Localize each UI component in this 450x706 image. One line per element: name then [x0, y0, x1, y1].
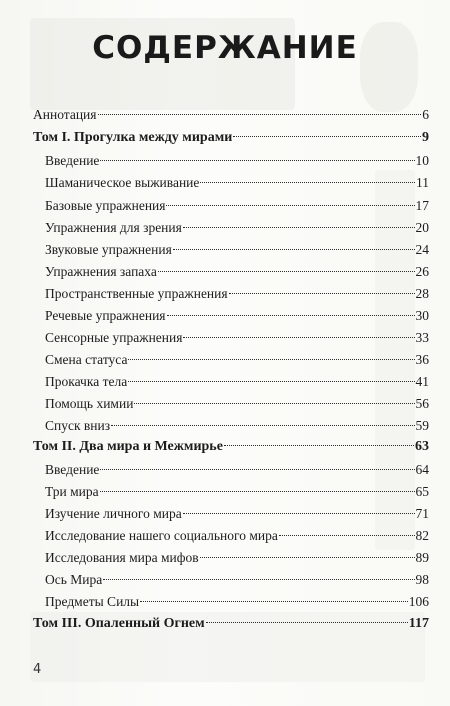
toc-entry[interactable] [33, 105, 429, 125]
toc-entry-label: Смена статуса [45, 352, 128, 367]
toc-entry-label: Речевые упражнения [45, 308, 166, 323]
toc-entry-label: Сенсорные упражнения [45, 330, 183, 345]
toc-entry-page: 28 [415, 286, 429, 301]
toc-entry[interactable] [45, 570, 429, 590]
toc-entry[interactable] [45, 416, 429, 436]
dot-leader [111, 425, 414, 426]
page-number: 4 [33, 662, 42, 677]
dot-leader [183, 513, 415, 514]
toc-entry[interactable] [45, 548, 429, 568]
toc-entry-label: Звуковые упражнения [45, 242, 172, 257]
dot-leader [167, 315, 415, 316]
toc-entry-page: 65 [415, 484, 429, 499]
dot-leader [128, 381, 414, 382]
toc-entry[interactable] [45, 350, 429, 370]
toc-entry-page: 9 [422, 130, 429, 145]
toc-entry-page: 71 [415, 506, 429, 521]
dot-leader [183, 227, 415, 228]
toc-entry-label: Базовые упражнения [45, 198, 166, 213]
toc-entry[interactable] [45, 240, 429, 260]
toc-entry-page: 24 [415, 242, 429, 257]
toc-entry[interactable] [45, 328, 429, 348]
toc-entry-label: Предметы Силы [45, 594, 140, 609]
toc-entry[interactable] [45, 262, 429, 282]
toc-entry[interactable] [45, 460, 429, 480]
toc-entry-label: Том II. Два мира и Межмирье [33, 439, 223, 454]
toc-entry-page: 117 [408, 616, 429, 631]
dot-leader [98, 114, 422, 115]
toc-entry-page: 63 [415, 439, 429, 454]
dot-leader [166, 205, 414, 206]
toc-entry-label: Том III. Опаленный Огнем [33, 616, 205, 631]
page-title: СОДЕРЖАНИЕ [92, 30, 358, 66]
dot-leader [233, 136, 421, 137]
dot-leader [279, 535, 415, 536]
toc-entry-page: 30 [415, 308, 429, 323]
toc-entry-part[interactable] [33, 614, 429, 634]
toc-entry-page: 106 [408, 594, 429, 609]
toc-entry-page: 56 [415, 396, 429, 411]
toc-entry-page: 17 [415, 198, 429, 213]
toc-entry-label: Ось Мира [45, 572, 103, 587]
toc-entry-label: Спуск вниз [45, 418, 111, 433]
toc-entry[interactable] [45, 306, 429, 326]
toc-entry-label: Три мира [45, 484, 99, 499]
toc-entry-page: 41 [415, 374, 429, 389]
dot-leader [200, 182, 415, 183]
toc-entry-label: Введение [45, 153, 100, 168]
dot-leader [229, 293, 415, 294]
dot-leader [134, 403, 414, 404]
toc-entry-page: 11 [416, 175, 429, 190]
toc-entry-label: Пространственные упражнения [45, 286, 228, 301]
dot-leader [100, 160, 414, 161]
toc-entry-label: Исследование нашего социального мира [45, 528, 278, 543]
toc-entry-label: Том I. Прогулка между мирами [33, 130, 233, 145]
dot-leader [103, 579, 414, 580]
toc-entry[interactable] [45, 284, 429, 304]
toc-entry[interactable] [45, 372, 429, 392]
toc-entry-label: Упражнения для зрения [45, 220, 182, 235]
toc-entry-page: 33 [415, 330, 429, 345]
toc-entry-page: 10 [415, 153, 429, 168]
dot-leader [128, 359, 414, 360]
dot-leader [173, 249, 415, 250]
toc-entry[interactable] [45, 482, 429, 502]
toc-entry-page: 20 [415, 220, 429, 235]
dot-leader [183, 337, 414, 338]
toc-entry-label: Упражнения запаха [45, 264, 157, 279]
toc-entry-page: 89 [415, 550, 429, 565]
toc-entry-page: 59 [415, 418, 429, 433]
dot-leader [206, 622, 408, 623]
toc-entry[interactable] [45, 592, 429, 612]
toc-entry-label: Помощь химии [45, 396, 134, 411]
toc-entry[interactable] [45, 394, 429, 414]
toc-entry-label: Аннотация [33, 107, 97, 122]
toc-entry[interactable] [45, 151, 429, 171]
dot-leader [100, 469, 414, 470]
toc-entry-label: Прокачка тела [45, 374, 128, 389]
toc-entry-page: 26 [415, 264, 429, 279]
toc-entry[interactable] [45, 504, 429, 524]
dot-leader [200, 557, 415, 558]
toc-entry-label: Шаманическое выживание [45, 175, 200, 190]
toc-entry[interactable] [45, 218, 429, 238]
toc-entry-page: 64 [415, 462, 429, 477]
toc-entry-part[interactable] [33, 437, 429, 457]
toc-entry[interactable] [45, 526, 429, 546]
toc-entry-page: 6 [422, 107, 429, 122]
toc-entry-page: 98 [415, 572, 429, 587]
toc-entry-label: Исследования мира мифов [45, 550, 199, 565]
toc-entry-page: 36 [415, 352, 429, 367]
dot-leader [100, 491, 415, 492]
toc-entry[interactable] [45, 173, 429, 193]
dot-leader [140, 601, 408, 602]
dot-leader [224, 445, 414, 446]
toc-entry-label: Изучение личного мира [45, 506, 182, 521]
toc-entry-page: 82 [415, 528, 429, 543]
toc-entry-part[interactable] [33, 128, 429, 148]
toc-entry-label: Введение [45, 462, 100, 477]
toc-entry[interactable] [45, 196, 429, 216]
dot-leader [158, 271, 415, 272]
